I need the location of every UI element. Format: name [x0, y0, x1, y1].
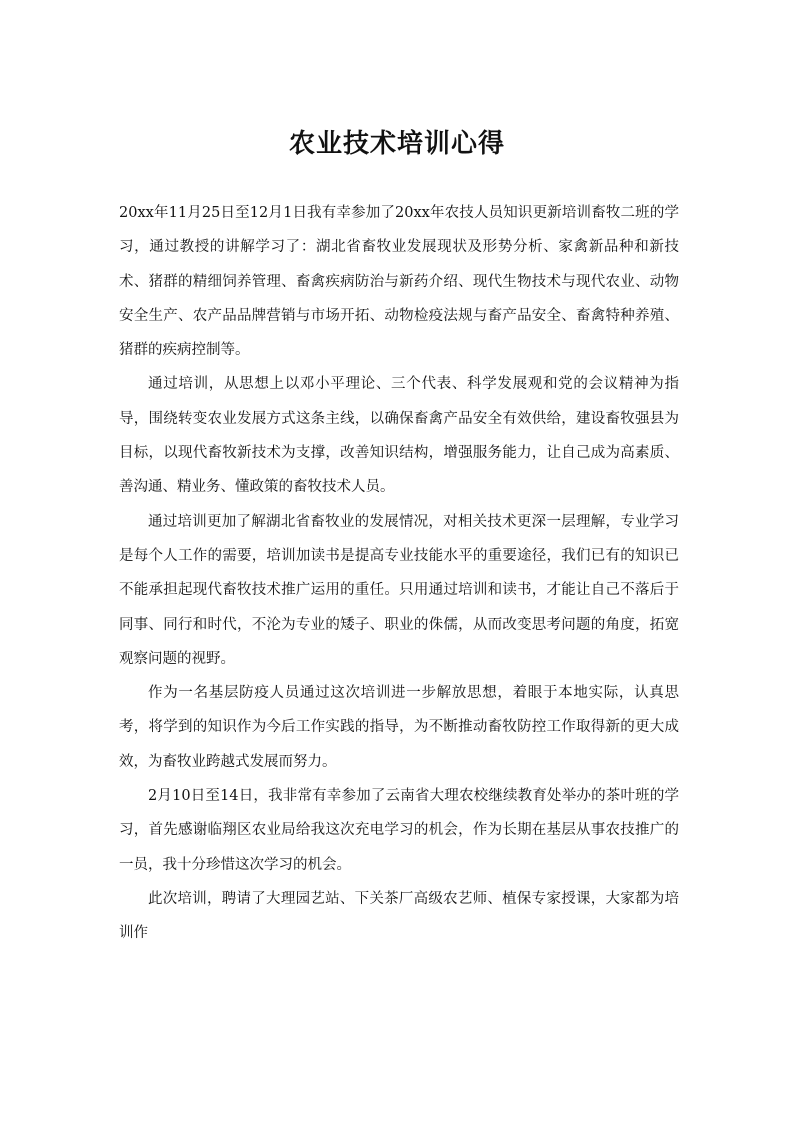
paragraph-1: 20xx年11月25日至12月1日我有幸参加了20xx年农技人员知识更新培训畜牧二班的学习，通过教授的讲解学习了：湖北省畜牧业发展现状及形势分析、家禽新品种和新技术、猪群的精细饲养管理、畜禽疾病防治与新药介绍、现代生物技术与现代农业、动物安全生产、农产品品牌营销与市场开拓、动物检疫法规与畜产品安全、畜禽特种养殖、猪群的疾病控制等。 — [119, 205, 679, 359]
document-body — [119, 196, 679, 951]
paragraph-3: 通过培训更加了解湖北省畜牧业的发展情况，对相关技术更深一层理解，专业学习是每个人工作的需要，培训加读书是提高专业技能水平的重要途径，我们已有的知识已不能承担起现代畜牧技术推广运用的重任。只用通过培训和读书，才能让自己不落后于同事、同行和时代，不沦为专业的矮子、职业的侏儒，从而改变思考问题的角度，拓宽观察问题的视野。 — [119, 513, 679, 667]
document-title: 农业技术培训心得 — [288, 129, 505, 159]
paragraph-5: 2月10日至14日，我非常有幸参加了云南省大理农校继续教育处举办的茶叶班的学习，首先感谢临翔区农业局给我这次充电学习的机会，作为长期在基层从事农技推广的一员，我十分珍惜这次学习的机会。 — [119, 788, 679, 873]
paragraph-6: 此次培训，聘请了大理园艺站、下关茶厂高级农艺师、植保专家授课，大家都为培训作 — [119, 890, 679, 942]
paragraph-4: 作为一名基层防疫人员通过这次培训进一步解放思想，着眼于本地实际，认真思考，将学到的知识作为今后工作实践的指导，为不断推动畜牧防控工作取得新的更大成效，为畜牧业跨越式发展而努力。 — [119, 685, 679, 770]
paragraph-2: 通过培训，从思想上以邓小平理论、三个代表、科学发展观和党的会议精神为指导，围绕转变农业发展方式这条主线，以确保畜禽产品安全有效供给，建设畜牧强县为目标，以现代畜牧新技术为支撑，改善知识结构，增强服务能力，让自己成为高素质、善沟通、精业务、懂政策的畜牧技术人员。 — [119, 376, 679, 496]
